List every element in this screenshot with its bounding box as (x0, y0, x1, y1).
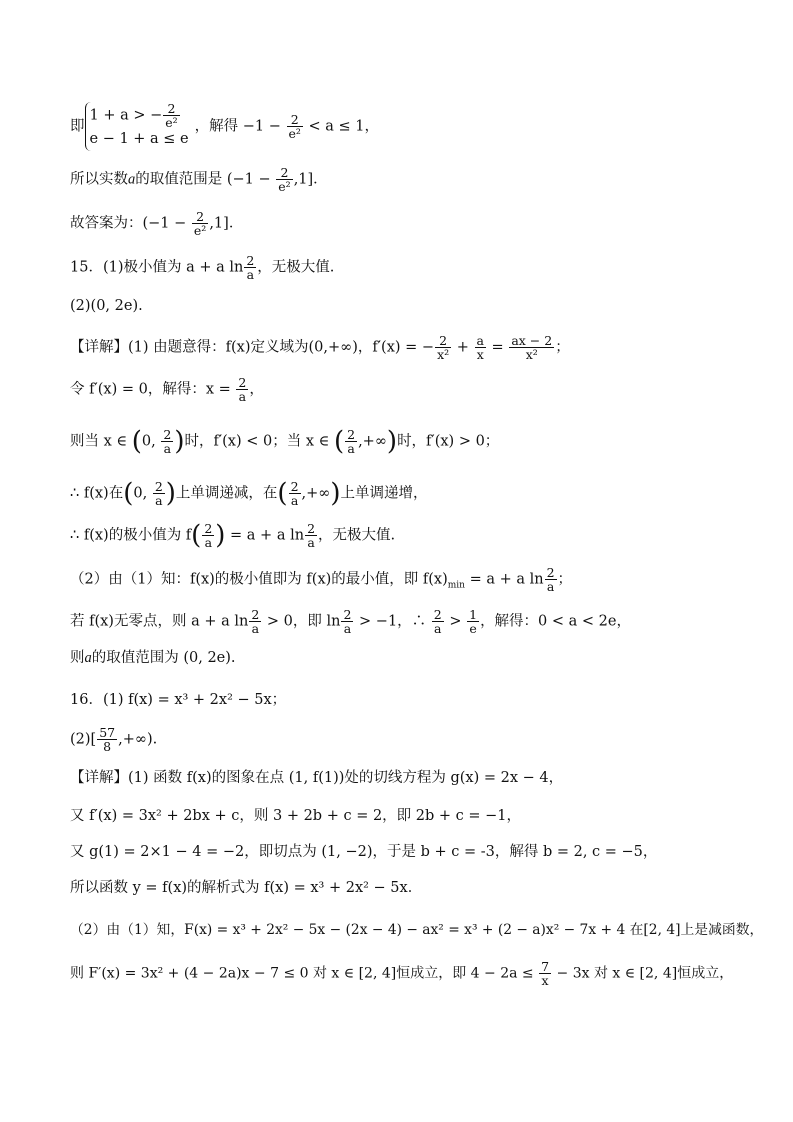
problem-16-answer-1: 16．(1) f(x) = x³ + 2x² − 5x； (70, 692, 287, 708)
fraction: $\frac{2}{\text{x²}}$ (437, 333, 450, 363)
detail-16-line-2: 又 f′(x) = 3x² + 2bx + c，则 3 + 2b + c = 2，即 2b + c = −1， (70, 808, 522, 824)
fraction: $\frac{2}{\text{e²}}$ (288, 111, 301, 141)
fraction: $\frac{2}{a}$ (238, 375, 247, 405)
detail-16-line-4: 所以函数 y = f(x)的解析式为 f(x) = x³ + 2x² − 5x． (70, 880, 423, 896)
detail-line-6: （2）由（1）知：f(x)的极小值即为 f(x)的最小值，即 $f(x)_{min} = a + a$ ln $\frac{2}{a}$ ； (70, 565, 573, 595)
detail-line-8: 则a的取值范围为 (0, 2e). (70, 650, 236, 666)
detail-line-7: 若 f(x)无零点，则 a + a ln $\frac{2}{a}$ > 0，即 ln $\frac{2}{a}$ > −1，∴ $\frac{2}{a}$ > $\frac{1}{e}$ ，解得：0 < a < 2e， (70, 607, 631, 637)
fraction: $\frac{2}{\text{e²}}$ (278, 165, 291, 195)
fraction: $\frac{2}{a}$ (307, 521, 316, 551)
fraction: $\frac{7}{x}$ (541, 959, 550, 989)
detail-16-line-6: 则 F′(x) = 3x² + (4 − 2a)x − 7 ≤ 0 对 x ∈ [2, 4]恒成立，即 4 − 2a ≤ $\frac{7}{x}$ − 3x 对 x ∈ [2, 4]恒成立， (70, 959, 734, 989)
inequality-system (85, 102, 189, 151)
system-row-1: 1 + a > − $\frac{2}{\text{e²}}$ (89, 101, 178, 131)
detail-line-5: ∴ f(x)的极小值为 f( $\frac{2}{a}$ ) = a + a ln $\frac{2}{a}$ ，无极大值. (70, 520, 396, 551)
detail-16-line-3: 又 g(1) = 2×1 − 4 = −2，即切点为 (1, −2)，于是 b + c = -3，解得 b = 2, c = −5， (70, 844, 658, 860)
fraction: $\frac{2}{\text{e²}}$ (165, 101, 178, 131)
text-prefix: 即 (70, 118, 85, 135)
fraction: $\frac{2}{a}$ (347, 427, 356, 457)
fraction: $\frac{2}{a}$ (246, 253, 255, 283)
detail-16-line-5: （2）由（1）知，F(x) = x³ + 2x² − 5x − (2x − 4) − ax² = x³ + (2 − a)x² − 7x + 4 在[2, 4]上是减函数， (70, 922, 764, 938)
problem-16-answer-2: (2)[ $\frac{57}{8}$ ,+∞). (70, 725, 158, 755)
detail-line-1: 【详解】(1) 由题意得：f(x)定义域为(0,+∞)，f′(x) = − $\frac{2}{\text{x²}}$ + $\frac{a}{x}$ = $\frac{ax - 2}{\text{x²}}$ ； (70, 333, 570, 363)
fraction: $\frac{2}{\text{e²}}$ (193, 209, 207, 239)
detail-16-line-1: 【详解】(1) 函数 f(x)的图象在点 (1, f(1))处的切线方程为 g(x) = 2x − 4， (70, 770, 564, 786)
problem-15-answer-1: 15．(1)极小值为 a + a ln $\frac{2}{a}$ ，无极大值. (70, 253, 335, 283)
fraction: $\frac{2}{a}$ (163, 427, 172, 457)
fraction: $\frac{2}{a}$ (154, 479, 163, 509)
fraction: $\frac{2}{a}$ (546, 565, 555, 595)
fraction: $\frac{2}{a}$ (204, 521, 213, 551)
answer-line-14: 故答案为：(−1 − $\frac{2}{\text{e²}}$ ,1]． (70, 209, 244, 239)
detail-line-4: ∴ f(x)在(0, $\frac{2}{a}$ )上单调递减，在( $\frac{2}{a}$ ,+∞)上单调递增， (70, 478, 428, 509)
detail-line-2: 令 f′(x) = 0，解得：x = $\frac{2}{a}$ ， (70, 375, 264, 405)
fraction: $\frac{a}{x}$ (476, 333, 484, 363)
fraction: $\frac{2}{a}$ (433, 607, 442, 637)
fraction: $\frac{ax - 2}{\text{x²}}$ (511, 333, 553, 363)
system-row-2: e − 1 + a ≤ e (89, 131, 189, 148)
fraction: $\frac{1}{e}$ (469, 607, 478, 637)
problem-15-answer-2: (2)(0, 2e). (70, 298, 143, 314)
fraction: $\frac{2}{a}$ (251, 607, 260, 637)
fraction: $\frac{57}{8}$ (99, 725, 116, 755)
solution-line-1: 即 1 + a > − $\frac{2}{\text{e²}}$ e − 1 + a ≤ e ，解得 −1 − $\frac{2}{\text{e²}}$ < a ≤ 1， (70, 102, 760, 151)
detail-line-3: 则当 x ∈ (0, $\frac{2}{a}$ )时，f′(x) < 0；当 x ∈ ( $\frac{2}{a}$ ,+∞)时，f′(x) > 0； (70, 426, 500, 457)
fraction: $\frac{2}{a}$ (290, 479, 299, 509)
solution-line-2: 所以实数a的取值范围是 (−1 − $\frac{2}{\text{e²}}$ ,1]． (70, 165, 328, 195)
fraction: $\frac{2}{a}$ (343, 607, 352, 637)
